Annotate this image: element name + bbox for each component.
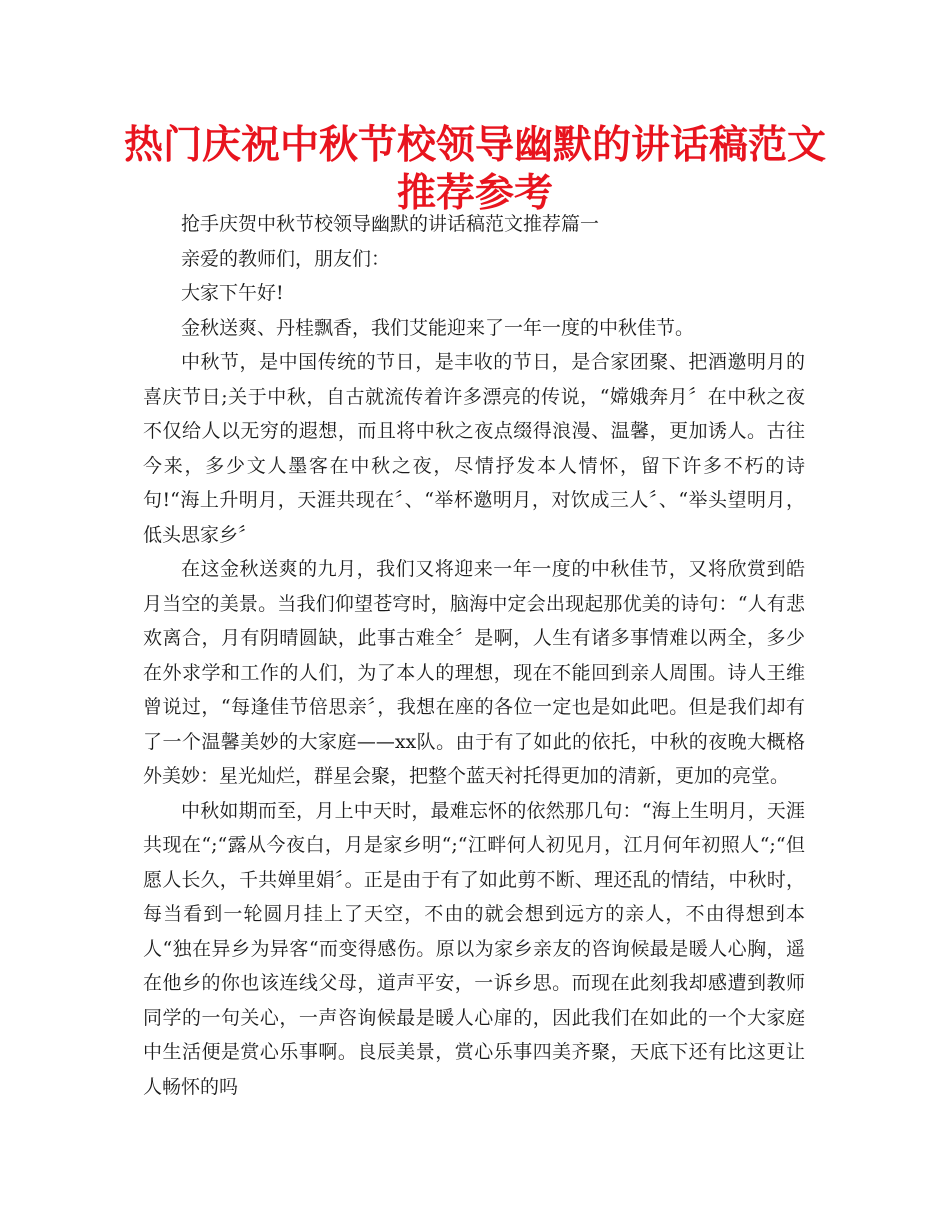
document-title: 热门庆祝中秋节校领导幽默的讲话稿范文推荐参考 xyxy=(123,123,826,216)
paragraph: 抢手庆贺中秋节校领导幽默的讲话稿范文推荐篇一 xyxy=(181,213,600,235)
paragraph: 亲爱的教师们，朋友们： xyxy=(181,247,391,270)
paragraph: 金秋送爽、丹桂飘香，我们艾能迎来了一年一度的中秋佳节。 xyxy=(181,316,695,339)
document-body xyxy=(143,207,805,1104)
paragraph: 大家下午好! xyxy=(181,282,284,304)
paragraph: 中秋节，是中国传统的节日，是丰收的节日，是合家团聚、把酒邀明月的喜庆节日;关于中秋，自古就流传着许多漂亮的传说，“嫦娥奔月〞在中秋之夜不仅给人以无穷的遐想，而且将中秋之夜点缀得浪漫、温馨，更加诱人。古往今来，多少文人墨客在中秋之夜，尽情抒发本人情怀，留下许多不朽的诗句!“海上升明月，天涯共现在〞、“举杯邀明月，对饮成三人〞、“举头望明月，低头思家乡〞 xyxy=(143,351,805,546)
paragraph: 中秋如期而至，月上中天时，最难忘怀的依然那几句：“海上生明月，天涯共现在“;“露从今夜白，月是家乡明“;“江畔何人初见月，江月何年初照人“;“但愿人长久，千共婵里娟〞。正是由于有了如此剪不断、理还乱的情结，中秋时，每当看到一轮圆月挂上了天空，不由的就会想到远方的亲人，不由得想到本人“独在异乡为异客“而变得感伤。原以为家乡亲友的咨询候最是暖人心胸，遥在他乡的你也该连线父母，道声平安，一诉乡思。而现在此刻我却感遭到教师同学的一句关心，一声咨询候最是暖人心扉的，因此我们在如此的一个大家庭中生活便是赏心乐事啊。良辰美景，赏心乐事四美齐聚，天底下还有比这更让人畅怀的吗 xyxy=(143,799,805,1098)
paragraph: 在这金秋送爽的九月，我们又将迎来一年一度的中秋佳节，又将欣赏到皓月当空的美景。当我们仰望苍穹时，脑海中定会出现起那优美的诗句：“人有悲欢离合，月有阴晴圆缺，此事古难全〞是啊，人生有诸多事情难以两全，多少在外求学和工作的人们，为了本人的理想，现在不能回到亲人周围。诗人王维曾说过，“每逢佳节倍思亲〞，我想在座的各位一定也是如此吧。但是我们却有了一个温馨美妙的大家庭——xx队。由于有了如此的依托，中秋的夜晚大概格外美妙：星光灿烂，群星会聚，把整个蓝天衬托得更加的清新，更加的亮堂。 xyxy=(143,558,805,787)
